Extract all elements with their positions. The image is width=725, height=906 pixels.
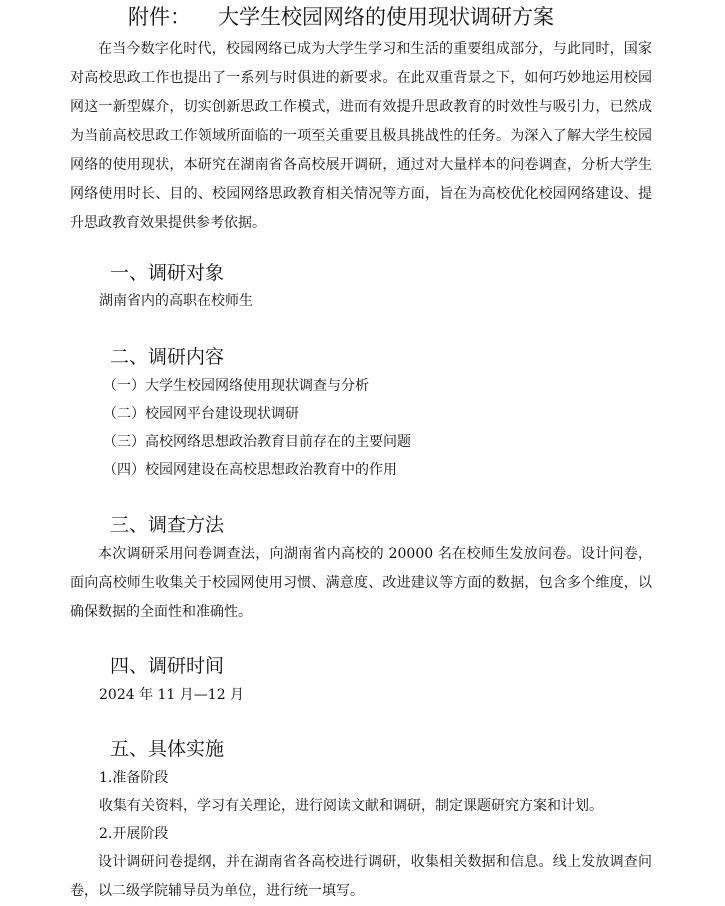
section-heading-implementation: 五、具体实施 [110, 738, 225, 760]
attachment-label: 附件： [128, 5, 191, 29]
section-heading-time: 四、调研时间 [110, 655, 225, 677]
method-paragraph: 本次调研采用问卷调查法，向湖南省内高校的 20000 名在校师生发放问卷。设计问卷，面向高校师生收集关于校园网使用习惯、满意度、改进建议等方面的数据，包含多个维度，以确保数据的全面性和准确性。 [70, 546, 652, 620]
content-item-1: （一）大学生校园网络使用现状调查与分析 [103, 378, 369, 394]
content-item-3: （三）高校网络思想政治教育目前存在的主要问题 [103, 434, 411, 450]
subject-text: 湖南省内的高职在校师生 [99, 293, 253, 309]
time-text: 2024 年 11 月—12 月 [99, 687, 245, 703]
document-title: 大学生校园网络的使用现状调研方案 [218, 5, 554, 29]
section-heading-content: 二、调研内容 [110, 346, 225, 368]
content-item-2: （二）校园网平台建设现状调研 [103, 406, 299, 422]
stage-2-text: 设计调研问卷提纲，并在湖南省各高校进行调研，收集相关数据和信息。线上发放调查问卷，以二级学院辅导员为单位，进行统一填写。 [70, 854, 652, 899]
section-heading-subject: 一、调研对象 [110, 262, 225, 284]
stage-1-text: 收集有关资料，学习有关理论，进行阅读文献和调研，制定课题研究方案和计划。 [99, 798, 603, 814]
document-title-row [0, 2, 725, 32]
stage-1-title: 1.准备阶段 [99, 770, 169, 786]
content-item-4: （四）校园网建设在高校思想政治教育中的作用 [103, 462, 397, 478]
stage-2-title: 2.开展阶段 [99, 826, 169, 842]
intro-paragraph: 在当今数字化时代，校园网络已成为大学生学习和生活的重要组成部分，与此同时，国家对高校思政工作也提出了一系列与时俱进的新要求。在此双重背景之下，如何巧妙地运用校园网这一新型媒介，切实创新思政工作模式，进而有效提升思政教育的时效性与吸引力，已然成为当前高校思政工作领域所面临的一项至关重要且极具挑战性的任务。为深入了解大学生校园网络的使用现状，本研究在湖南省各高校展开调研，通过对大量样本的问卷调查，分析大学生网络使用时长、目的、校园网络思政教育相关情况等方面，旨在为高校优化校园网络建设、提升思政教育效果提供参考依据。 [70, 41, 652, 231]
section-heading-method: 三、调查方法 [110, 514, 225, 536]
